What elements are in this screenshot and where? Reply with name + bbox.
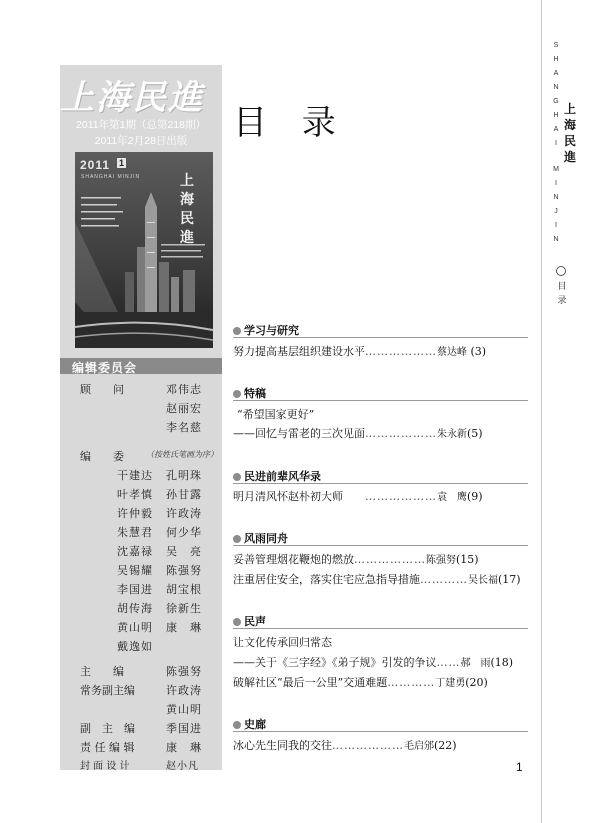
cover-romanized-title: SHANGHAI MINJIN bbox=[81, 174, 141, 180]
toc-entry[interactable]: 明月清风怀赵朴初大师 ………………袁 鹰(9) bbox=[233, 490, 483, 503]
staff-name: 黄山明 bbox=[166, 703, 202, 716]
member-name: 戴逸如 bbox=[117, 640, 153, 653]
member-name: 李国进 bbox=[117, 583, 153, 596]
member-name: 吴锡耀 bbox=[117, 564, 153, 577]
toc-entry[interactable]: ——回忆与雷老的三次见面………………朱永新(5) bbox=[233, 427, 483, 440]
section-divider bbox=[233, 483, 528, 484]
toc-entry[interactable]: 破解社区“最后一公里”交通难题…………丁建勇(20) bbox=[233, 676, 488, 689]
cover-thumbnail bbox=[75, 152, 213, 348]
bullet-icon bbox=[233, 327, 241, 335]
cover-vertical-logo bbox=[177, 172, 197, 248]
editorial-board-title: 编辑委员会 bbox=[72, 361, 138, 375]
member-name: 胡宝根 bbox=[166, 583, 202, 596]
member-name: 沈嘉禄 bbox=[117, 545, 153, 558]
staff-name: 许政涛 bbox=[166, 684, 202, 697]
toc-entry[interactable]: ——关于《三字经》《弟子规》引发的争议……郝 雨(18) bbox=[233, 656, 514, 669]
member-name: 吴 亮 bbox=[166, 545, 202, 558]
staff-name: 赵小凡 bbox=[166, 761, 199, 772]
cover-year: 2011 bbox=[80, 158, 111, 172]
members-role: 编 委 bbox=[80, 450, 124, 463]
section-divider bbox=[233, 731, 528, 732]
toc-section-heading: 民进前辈风华录 bbox=[233, 468, 321, 484]
member-name: 何少华 bbox=[166, 526, 202, 539]
bullet-icon bbox=[233, 721, 241, 729]
cover-issue-number: 1 bbox=[119, 158, 125, 168]
toc-entry[interactable]: 努力提高基层组织建设水平………………蔡达峰 (3) bbox=[233, 345, 487, 358]
member-name: 孔明珠 bbox=[166, 469, 202, 482]
toc-section-heading: 民声 bbox=[233, 613, 266, 629]
member-name: 孙甘露 bbox=[166, 488, 202, 501]
staff-role: 封 面 设 计 bbox=[80, 761, 130, 772]
toc-entry[interactable]: 妥善管理烟花鞭炮的燃放………………陈强努(15) bbox=[233, 553, 479, 566]
cover-logo-char: 民 bbox=[180, 211, 194, 227]
side-divider-line bbox=[541, 0, 542, 823]
bullet-icon bbox=[233, 390, 241, 398]
staff-name: 季国进 bbox=[166, 722, 202, 735]
staff-role: 副 主 编 bbox=[80, 722, 135, 735]
magazine-logo: 上海民進 bbox=[60, 78, 204, 118]
toc-entry[interactable]: 冰心先生同我的交往………………毛启邠(22) bbox=[233, 739, 457, 752]
section-divider bbox=[233, 545, 528, 546]
members-ordering-note: （按姓氏笔画为序） bbox=[146, 450, 218, 459]
page-number: 1 bbox=[516, 760, 523, 774]
toc-section-heading: 学习与研究 bbox=[233, 322, 299, 338]
member-name: 许政涛 bbox=[166, 507, 202, 520]
advisor-name: 赵丽宏 bbox=[166, 402, 202, 415]
member-name: 徐新生 bbox=[166, 602, 202, 615]
cover-logo-char: 上 bbox=[180, 173, 194, 189]
cover-logo-char: 進 bbox=[180, 230, 194, 246]
issue-info: 2011年第1期（总第218期） bbox=[76, 119, 206, 131]
bullet-icon bbox=[233, 473, 241, 481]
advisor-name: 李名慈 bbox=[166, 421, 202, 434]
staff-name: 陈强努 bbox=[166, 665, 202, 678]
member-name: 康 琳 bbox=[166, 621, 202, 634]
member-name: 叶孝慎 bbox=[117, 488, 153, 501]
staff-role: 常务副主编 bbox=[80, 684, 135, 697]
cover-logo-char: 海 bbox=[180, 192, 194, 208]
section-divider bbox=[233, 337, 528, 338]
member-name: 胡传海 bbox=[117, 602, 153, 615]
staff-name: 康 琳 bbox=[166, 741, 202, 754]
staff-role: 责 任 编 辑 bbox=[80, 741, 135, 754]
section-divider bbox=[233, 628, 528, 629]
section-divider bbox=[233, 400, 528, 401]
staff-role: 主 编 bbox=[80, 665, 124, 678]
advisor-name: 邓伟志 bbox=[166, 383, 202, 396]
toc-section-heading: 特稿 bbox=[233, 385, 266, 401]
member-name: 许仲毅 bbox=[117, 507, 153, 520]
toc-entry[interactable]: “希望国家更好” bbox=[237, 408, 315, 421]
member-name: 黄山明 bbox=[117, 621, 153, 634]
toc-section-heading: 风雨同舟 bbox=[233, 530, 288, 546]
publish-date: 2011年2月28日出版 bbox=[94, 135, 188, 147]
bullet-icon bbox=[233, 535, 241, 543]
member-name: 干建达 bbox=[117, 469, 153, 482]
toc-title: 目 录 bbox=[233, 103, 348, 143]
toc-entry[interactable]: 让文化传承回归常态 bbox=[233, 636, 332, 649]
toc-section-heading: 史廊 bbox=[233, 716, 266, 732]
advisor-role: 顾 问 bbox=[80, 383, 124, 396]
member-name: 陈强努 bbox=[166, 564, 202, 577]
bullet-icon bbox=[233, 618, 241, 626]
toc-entry[interactable]: 注重居住安全，落实住宅应急指导措施…………吴长福(17) bbox=[233, 573, 521, 586]
member-name: 朱慧君 bbox=[117, 526, 153, 539]
circle-marker-icon bbox=[556, 266, 566, 276]
